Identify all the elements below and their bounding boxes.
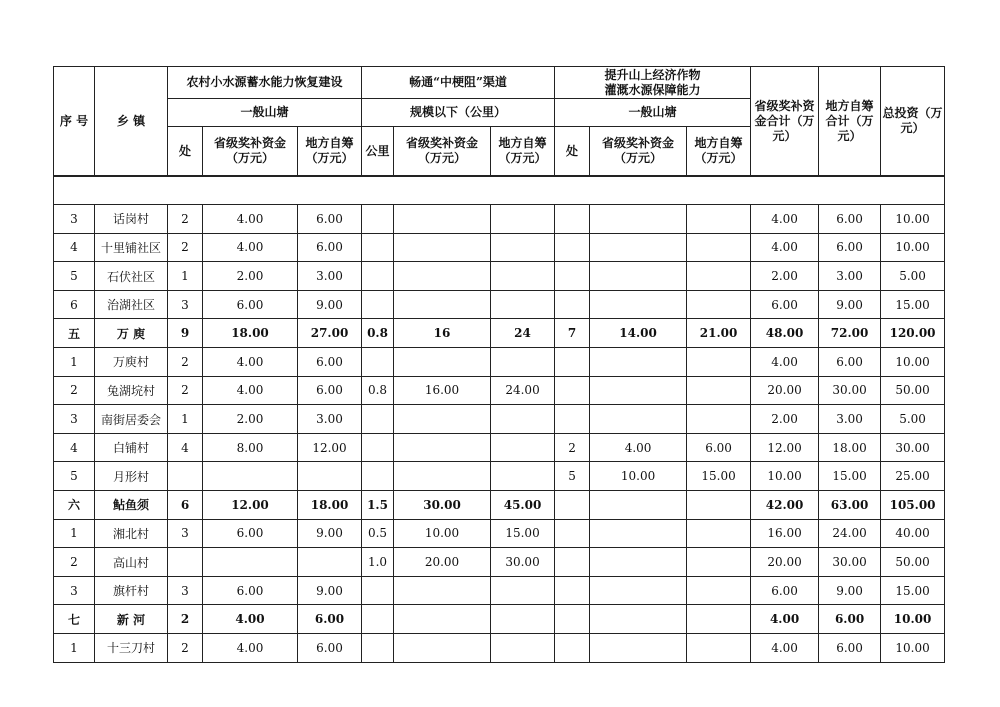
cell-g2-prov: 10.00 — [394, 519, 491, 548]
cell-g1-chu: 1 — [168, 405, 203, 434]
cell-local-total: 72.00 — [819, 319, 881, 348]
cell-g2-km — [362, 290, 394, 319]
cell-g3-prov — [590, 634, 687, 663]
cell-g1-prov: 8.00 — [203, 433, 298, 462]
cell-g1-local: 6.00 — [298, 348, 362, 377]
cell-total-invest: 40.00 — [881, 519, 945, 548]
cell-town: 治湖社区 — [95, 290, 168, 319]
cell-seq: 1 — [54, 634, 95, 663]
table-row — [54, 634, 945, 663]
header-g3-local-fund: 地方自筹（万元） — [687, 127, 751, 177]
cell-g2-local — [491, 290, 555, 319]
cell-g1-local: 6.00 — [298, 634, 362, 663]
cell-g1-chu: 2 — [168, 233, 203, 262]
cell-town: 白铺村 — [95, 433, 168, 462]
cell-seq: 5 — [54, 262, 95, 291]
cell-g2-km: 0.8 — [362, 319, 394, 348]
cell-seq: 3 — [54, 205, 95, 234]
cell-g1-local: 6.00 — [298, 205, 362, 234]
cell-g2-km: 1.0 — [362, 548, 394, 577]
cell-g1-chu: 2 — [168, 605, 203, 634]
cell-seq: 4 — [54, 433, 95, 462]
cell-g1-local: 6.00 — [298, 376, 362, 405]
cell-g1-prov: 6.00 — [203, 519, 298, 548]
cell-g3-prov: 4.00 — [590, 433, 687, 462]
cell-g2-local: 15.00 — [491, 519, 555, 548]
cell-seq: 4 — [54, 233, 95, 262]
cell-town: 万庾村 — [95, 348, 168, 377]
table-row — [54, 262, 945, 291]
cell-g3-prov — [590, 576, 687, 605]
cell-local-total: 3.00 — [819, 262, 881, 291]
table-row — [54, 348, 945, 377]
cell-g3-chu — [555, 376, 590, 405]
cell-g1-chu: 1 — [168, 262, 203, 291]
cell-seq: 2 — [54, 548, 95, 577]
cell-g1-chu: 6 — [168, 491, 203, 520]
cell-g2-prov: 16 — [394, 319, 491, 348]
cell-g2-prov — [394, 233, 491, 262]
cell-g3-prov — [590, 376, 687, 405]
cell-g2-km — [362, 233, 394, 262]
cell-g2-prov — [394, 576, 491, 605]
table-row — [54, 519, 945, 548]
cell-g1-local — [298, 462, 362, 491]
cell-g2-local — [491, 605, 555, 634]
cell-g2-km — [362, 405, 394, 434]
header-group3-sub: 一般山塘 — [555, 99, 751, 127]
cell-g1-prov: 4.00 — [203, 376, 298, 405]
cell-g3-local — [687, 548, 751, 577]
cell-g1-local: 6.00 — [298, 605, 362, 634]
cell-local-total: 6.00 — [819, 605, 881, 634]
header-prov-total: 省级奖补资金合计（万元） — [751, 67, 819, 177]
cell-g2-prov — [394, 290, 491, 319]
header-g3-prov-fund: 省级奖补资金（万元） — [590, 127, 687, 177]
cell-local-total: 9.00 — [819, 290, 881, 319]
header-total-invest: 总投资（万元） — [881, 67, 945, 177]
cell-seq: 2 — [54, 376, 95, 405]
cell-town: 湘北村 — [95, 519, 168, 548]
cell-g3-prov — [590, 262, 687, 291]
cell-g3-local: 6.00 — [687, 433, 751, 462]
cell-prov-total: 20.00 — [751, 548, 819, 577]
table-row — [54, 548, 945, 577]
cell-town: 话岗村 — [95, 205, 168, 234]
cell-g2-prov: 30.00 — [394, 491, 491, 520]
cell-g3-local — [687, 519, 751, 548]
cell-g3-local: 21.00 — [687, 319, 751, 348]
cell-g2-km: 0.8 — [362, 376, 394, 405]
cell-g2-local: 24.00 — [491, 376, 555, 405]
cell-g2-prov — [394, 605, 491, 634]
cell-g3-chu — [555, 605, 590, 634]
cell-local-total: 6.00 — [819, 634, 881, 663]
cell-g2-local — [491, 348, 555, 377]
cell-g2-prov — [394, 634, 491, 663]
cell-total-invest: 10.00 — [881, 205, 945, 234]
cell-g3-local — [687, 491, 751, 520]
table-row — [54, 319, 945, 348]
cell-g3-prov — [590, 605, 687, 634]
cell-g2-local — [491, 576, 555, 605]
cell-g3-prov — [590, 290, 687, 319]
cell-town: 高山村 — [95, 548, 168, 577]
cell-town: 兔湖垸村 — [95, 376, 168, 405]
cell-g2-local — [491, 462, 555, 491]
cell-g2-local — [491, 262, 555, 291]
table-row — [54, 576, 945, 605]
cell-g1-chu: 3 — [168, 576, 203, 605]
cell-g3-prov — [590, 519, 687, 548]
cell-total-invest: 50.00 — [881, 548, 945, 577]
cell-local-total: 30.00 — [819, 548, 881, 577]
cell-g3-chu — [555, 290, 590, 319]
cell-g1-local: 3.00 — [298, 262, 362, 291]
cell-prov-total: 48.00 — [751, 319, 819, 348]
cell-town: 南街居委会 — [95, 405, 168, 434]
cell-g2-km — [362, 462, 394, 491]
cell-total-invest: 25.00 — [881, 462, 945, 491]
cell-g1-prov: 6.00 — [203, 576, 298, 605]
cell-total-invest: 50.00 — [881, 376, 945, 405]
cell-prov-total: 4.00 — [751, 605, 819, 634]
table-row — [54, 605, 945, 634]
cell-seq: 1 — [54, 519, 95, 548]
header-g3-chu: 处 — [555, 127, 590, 177]
cell-g2-km — [362, 605, 394, 634]
header-group2-sub: 规模以下（公里） — [362, 99, 555, 127]
cell-town: 十三刀村 — [95, 634, 168, 663]
cell-g3-chu — [555, 519, 590, 548]
cell-town: 鲇鱼须 — [95, 491, 168, 520]
cell-prov-total: 4.00 — [751, 634, 819, 663]
cell-g2-prov — [394, 348, 491, 377]
cell-g1-local: 12.00 — [298, 433, 362, 462]
cell-local-total: 3.00 — [819, 405, 881, 434]
cell-g2-prov: 16.00 — [394, 376, 491, 405]
header-group3 — [555, 67, 751, 99]
cell-g3-chu — [555, 348, 590, 377]
cell-g1-prov: 4.00 — [203, 605, 298, 634]
cell-g3-prov — [590, 491, 687, 520]
header-group1: 农村小水源蓄水能力恢复建设 — [168, 67, 362, 99]
cell-g2-km: 1.5 — [362, 491, 394, 520]
cell-g1-local: 9.00 — [298, 519, 362, 548]
cell-g2-prov — [394, 405, 491, 434]
cell-seq: 3 — [54, 405, 95, 434]
header-group3-line1: 提升山上经济作物 — [604, 67, 701, 82]
cell-g3-prov: 14.00 — [590, 319, 687, 348]
cell-g3-chu — [555, 233, 590, 262]
cell-g1-chu: 2 — [168, 205, 203, 234]
cell-prov-total: 4.00 — [751, 205, 819, 234]
cell-total-invest: 5.00 — [881, 405, 945, 434]
cell-g1-local: 18.00 — [298, 491, 362, 520]
cell-g2-prov — [394, 462, 491, 491]
cell-g3-chu — [555, 548, 590, 577]
cell-g2-km — [362, 205, 394, 234]
cell-g3-local — [687, 262, 751, 291]
cell-g3-chu — [555, 405, 590, 434]
cell-g2-local — [491, 634, 555, 663]
cell-g3-chu — [555, 634, 590, 663]
cell-g3-local — [687, 605, 751, 634]
cell-total-invest: 10.00 — [881, 605, 945, 634]
table-row — [54, 290, 945, 319]
table-row — [54, 376, 945, 405]
cell-prov-total: 20.00 — [751, 376, 819, 405]
cell-total-invest: 15.00 — [881, 576, 945, 605]
cell-local-total: 6.00 — [819, 233, 881, 262]
cell-g3-prov: 10.00 — [590, 462, 687, 491]
cell-seq: 七 — [54, 605, 95, 634]
cell-local-total: 6.00 — [819, 348, 881, 377]
cell-g3-local — [687, 205, 751, 234]
cell-total-invest: 15.00 — [881, 290, 945, 319]
cell-g1-chu: 9 — [168, 319, 203, 348]
cell-g2-prov: 20.00 — [394, 548, 491, 577]
cell-g3-local: 15.00 — [687, 462, 751, 491]
cell-seq: 1 — [54, 348, 95, 377]
cell-total-invest: 105.00 — [881, 491, 945, 520]
cell-total-invest: 10.00 — [881, 348, 945, 377]
cell-g1-prov: 18.00 — [203, 319, 298, 348]
cell-g1-prov — [203, 548, 298, 577]
cell-g2-local — [491, 433, 555, 462]
header-g2-km: 公里 — [362, 127, 394, 177]
cell-g1-chu: 4 — [168, 433, 203, 462]
cell-g1-prov: 4.00 — [203, 634, 298, 663]
cell-g1-local: 27.00 — [298, 319, 362, 348]
cell-g1-chu: 2 — [168, 348, 203, 377]
table-row — [54, 491, 945, 520]
cell-prov-total: 4.00 — [751, 233, 819, 262]
header-seq: 序 号 — [54, 67, 95, 177]
cell-seq: 五 — [54, 319, 95, 348]
cell-g1-local: 6.00 — [298, 233, 362, 262]
table-row — [54, 433, 945, 462]
header-g1-prov-fund: 省级奖补资金（万元） — [203, 127, 298, 177]
cell-g2-km: 0.5 — [362, 519, 394, 548]
header-g1-local-fund: 地方自筹（万元） — [298, 127, 362, 177]
cell-g3-chu — [555, 262, 590, 291]
cell-local-total: 6.00 — [819, 205, 881, 234]
cell-g1-chu: 3 — [168, 290, 203, 319]
cell-g3-prov — [590, 205, 687, 234]
table-row — [54, 405, 945, 434]
cell-g1-prov: 6.00 — [203, 290, 298, 319]
cell-town: 新 河 — [95, 605, 168, 634]
cell-g3-chu — [555, 576, 590, 605]
header-town: 乡 镇 — [95, 67, 168, 177]
cell-g2-local: 24 — [491, 319, 555, 348]
table-row — [54, 233, 945, 262]
cell-total-invest: 120.00 — [881, 319, 945, 348]
cell-g3-chu: 2 — [555, 433, 590, 462]
cell-town: 十里铺社区 — [95, 233, 168, 262]
cell-seq: 六 — [54, 491, 95, 520]
cell-local-total: 30.00 — [819, 376, 881, 405]
cell-g1-local: 9.00 — [298, 576, 362, 605]
cell-g2-prov — [394, 205, 491, 234]
cell-local-total: 9.00 — [819, 576, 881, 605]
cell-g3-chu — [555, 205, 590, 234]
investment-table — [53, 66, 945, 663]
cell-local-total: 18.00 — [819, 433, 881, 462]
cell-g2-km — [362, 433, 394, 462]
cell-local-total: 15.00 — [819, 462, 881, 491]
cell-g1-prov: 4.00 — [203, 348, 298, 377]
cell-g1-prov: 2.00 — [203, 262, 298, 291]
cell-local-total: 24.00 — [819, 519, 881, 548]
table-row — [54, 462, 945, 491]
cell-prov-total: 16.00 — [751, 519, 819, 548]
cell-g2-local — [491, 233, 555, 262]
cell-g3-local — [687, 233, 751, 262]
cell-g3-local — [687, 376, 751, 405]
cell-g3-local — [687, 634, 751, 663]
cell-g3-chu: 5 — [555, 462, 590, 491]
cell-prov-total: 10.00 — [751, 462, 819, 491]
cell-town: 石伏社区 — [95, 262, 168, 291]
cell-g3-prov — [590, 405, 687, 434]
cell-g1-chu — [168, 548, 203, 577]
cell-g2-km — [362, 576, 394, 605]
cell-g3-chu: 7 — [555, 319, 590, 348]
cell-seq: 3 — [54, 576, 95, 605]
cell-seq: 5 — [54, 462, 95, 491]
cell-g3-prov — [590, 348, 687, 377]
cell-g3-local — [687, 576, 751, 605]
cell-total-invest: 30.00 — [881, 433, 945, 462]
cell-g3-local — [687, 290, 751, 319]
header-g1-chu: 处 — [168, 127, 203, 177]
cell-g1-local: 9.00 — [298, 290, 362, 319]
cell-prov-total: 6.00 — [751, 290, 819, 319]
cell-g2-local — [491, 405, 555, 434]
cell-g1-prov: 4.00 — [203, 205, 298, 234]
cell-prov-total: 2.00 — [751, 262, 819, 291]
cell-g1-chu: 2 — [168, 634, 203, 663]
cell-prov-total: 42.00 — [751, 491, 819, 520]
table-body — [54, 176, 945, 662]
cell-g1-prov: 2.00 — [203, 405, 298, 434]
cell-local-total: 63.00 — [819, 491, 881, 520]
header-g2-prov-fund: 省级奖补资金（万元） — [394, 127, 491, 177]
cell-g1-chu: 3 — [168, 519, 203, 548]
cell-g3-local — [687, 405, 751, 434]
cell-total-invest: 10.00 — [881, 233, 945, 262]
cell-g3-local — [687, 348, 751, 377]
cell-town: 万 庾 — [95, 319, 168, 348]
cell-g1-chu: 2 — [168, 376, 203, 405]
cell-prov-total: 2.00 — [751, 405, 819, 434]
cell-seq: 6 — [54, 290, 95, 319]
cell-g2-local: 45.00 — [491, 491, 555, 520]
cell-town: 月形村 — [95, 462, 168, 491]
cell-g1-local — [298, 548, 362, 577]
cell-total-invest: 5.00 — [881, 262, 945, 291]
header-g2-local-fund: 地方自筹（万元） — [491, 127, 555, 177]
cell-total-invest: 10.00 — [881, 634, 945, 663]
header-group1-sub: 一般山塘 — [168, 99, 362, 127]
table-row — [54, 205, 945, 234]
header-local-total: 地方自筹合计（万元） — [819, 67, 881, 177]
header-separator — [54, 176, 945, 205]
cell-g1-prov: 4.00 — [203, 233, 298, 262]
cell-prov-total: 12.00 — [751, 433, 819, 462]
cell-g2-prov — [394, 262, 491, 291]
cell-g2-km — [362, 348, 394, 377]
cell-prov-total: 6.00 — [751, 576, 819, 605]
cell-g1-chu — [168, 462, 203, 491]
cell-g2-local: 30.00 — [491, 548, 555, 577]
cell-g2-local — [491, 205, 555, 234]
cell-g1-prov — [203, 462, 298, 491]
cell-g3-prov — [590, 548, 687, 577]
cell-g3-prov — [590, 233, 687, 262]
cell-town: 旗杆村 — [95, 576, 168, 605]
header-group3-line2: 灌溉水源保障能力 — [604, 82, 701, 97]
cell-g1-prov: 12.00 — [203, 491, 298, 520]
cell-g3-chu — [555, 491, 590, 520]
cell-prov-total: 4.00 — [751, 348, 819, 377]
cell-g2-km — [362, 634, 394, 663]
cell-g2-km — [362, 262, 394, 291]
cell-g2-prov — [394, 433, 491, 462]
header-group2: 畅通“中梗阻”渠道 — [362, 67, 555, 99]
cell-g1-local: 3.00 — [298, 405, 362, 434]
